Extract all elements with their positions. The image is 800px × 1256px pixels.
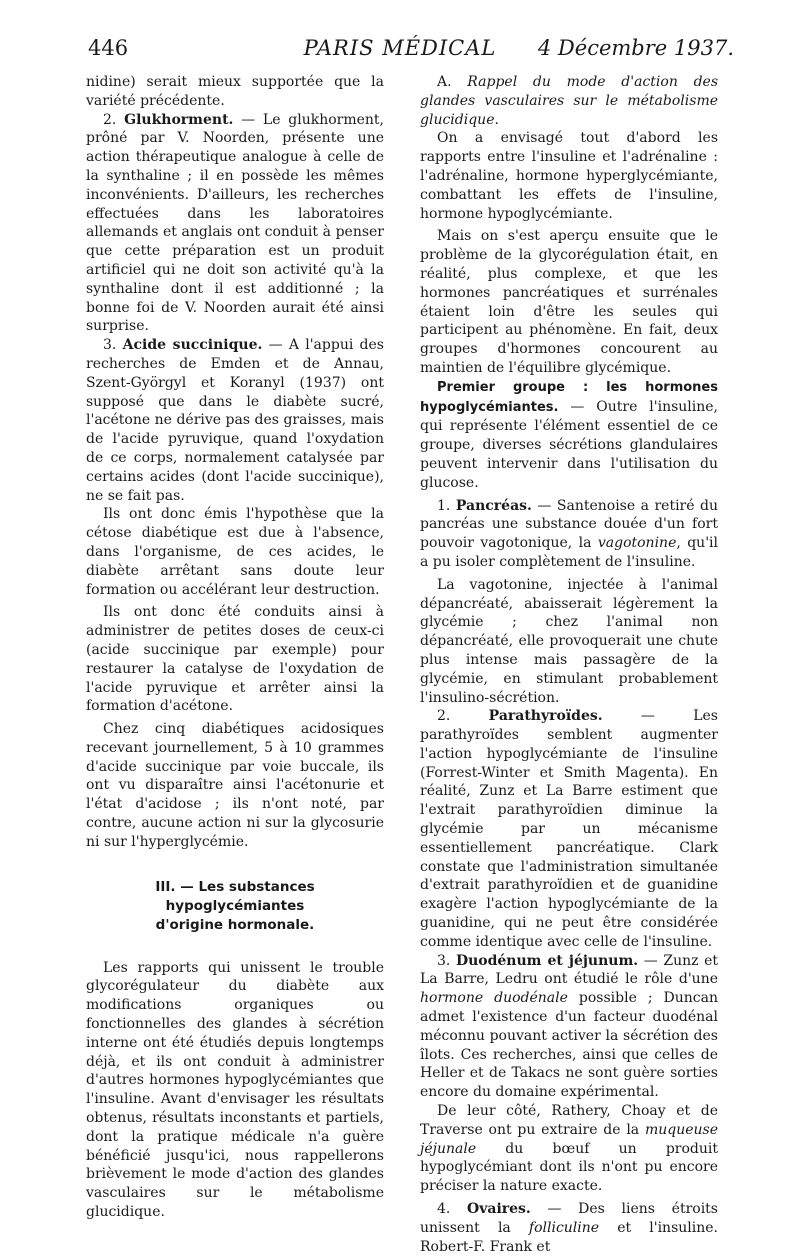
paragraph: nidine) serait mieux supportée que la variété précédente. (86, 74, 384, 109)
page-number: 446 (88, 36, 129, 60)
paragraph-pancreas: 1. Pancréas. — Santenoise a retiré du pancréas une substance douée d'un fort pouvoir vagotonique, la vagotonine, qu'il a pu isoler complètement de l'insuline. (420, 497, 718, 570)
term: Acide succinique. (122, 337, 263, 354)
term: Pancréas. (455, 497, 532, 514)
section-heading: III. — Les substances hypoglycémiantes d'origine hormonale. (155, 878, 315, 933)
paragraph-premier-groupe: Premier groupe : les hormones hypoglycémiantes. — Outre l'insuline, qui représente l'élément essentiel de ce groupe, diverses sécrétions glandulaires peuvent intervenir dans l'utilisation du glucose. (420, 379, 718, 491)
paragraph-parathyroides: 2. Parathyroïdes. — Les parathyroïdes semblent augmenter l'action hypoglycémiante de l'insuline (Forrest-Winter et Smith Magenta). En réalité, Zunz et La Barre estiment que l'extrait parathyroïdien diminue la glycémie par un mécanisme essentiellement pancréatique. Clark constate que l'administration simultanée d'extrait parathyroïdien et de guanidine exagère l'action hypoglycémiante de la guanidine, qui ne peut être considérée comme identique avec celle de l'insuline. (420, 708, 718, 950)
paragraph-glukhorment: 2. Glukhorment. — Le glukhorment, prôné par V. Noorden, présente une action thérapeutique analogue à celle de la synthaline ; il en possède les mêmes inconvénients. D'ailleurs, les recherches effectuées dans les laboratoires allemands et anglais ont conduit à penser que cette préparation est un produit artificiel qui ne doit son activité qu'à la synthaline dont il est additionné ; la bonne foi de V. Noorden aurait été ainsi surprise. (86, 111, 384, 335)
paragraph: Les rapports qui unissent le trouble glycorégulateur du diabète aux modifications organiques ou fonctionnelles des glandes à sécrétion interne ont été étudiés depuis longtemps déjà, et ils ont conduit à administrer d'autres hormones hypoglycémiantes que l'insuline. Avant d'envisager les résultats obtenus, résultats inconstants et partiels, dont la pratique médicale n'a guère bénéficié jusqu'ici, nous rappellerons brièvement le mode d'action des glandes vasculaires sur le métabolisme glucidique. (86, 959, 384, 1221)
subsection-title: A. Rappel du mode d'action des glandes vasculaires sur le métabolisme glucidique. (420, 74, 719, 128)
paragraph-acide-succinique: 3. Acide succinique. — A l'appui des recherches de Emden et de Annau, Szent-Györgyl et Koranyl (1937) ont supposé que dans le diabète sucré, l'acétone ne dérive pas des graisses, mais de l'acide pyruvique, quand l'oxydation de ce corps, normalement catalysée par certains acides (dont l'acide succinique), ne se fait pas. (86, 337, 384, 504)
right-column (420, 73, 718, 1256)
term: Duodénum et jéjunum. (455, 952, 639, 969)
paragraph: Mais on s'est aperçu ensuite que le problème de la glycorégulation était, en réalité, plus complexe, et que les hormones pancréatiques et surrénales étaient loin d'être les seules qui participent au phénomène. En fait, deux groupes d'hormones concourent au maintien de l'équilibre glycémique. (420, 228, 718, 376)
term: Glukhorment. (124, 111, 234, 128)
journal-title: PARIS MÉDICAL (303, 36, 497, 60)
paragraph: De leur côté, Rathery, Choay et de Traverse ont pu extraire de la muqueuse jéjunale du bœuf un produit hypoglycémiant dont ils n'ont pu encore préciser la nature exacte. (420, 1103, 718, 1195)
issue-date: 4 Décembre 1937. (537, 36, 734, 60)
paragraph: Chez cinq diabétiques acidosiques recevant journellement, 5 à 10 grammes d'acide succinique par voie buccale, ils ont vu disparaître ainsi l'acétonurie et l'état d'acidose ; ils n'ont noté, par contre, aucune action ni sur la glycosurie ni sur l'hyperglycémie. (86, 721, 384, 850)
paragraph-duodenum: 3. Duodénum et jéjunum. — Zunz et La Barre, Ledru ont étudié le rôle d'une hormone duodénale possible ; Duncan admet l'existence d'un facteur duodénal méconnu pouvant activer la sécrétion des îlots. Ces recherches, ainsi que celles de Heller et de Takacs ne sont guère sorties encore du domaine expérimental. (420, 952, 718, 1101)
term: Ovaires. (467, 1201, 531, 1218)
paragraph: On a envisagé tout d'abord les rapports entre l'insuline et l'adrénaline : l'adrénaline, hormone hyperglycémiante, combattant les effets de l'insuline, hormone hypoglycémiante. (420, 130, 718, 222)
paragraph: La vagotonine, injectée à l'animal dépancréaté, abaisserait légèrement la glycémie ; chez l'animal non dépancréaté, elle provoquerait une chute plus intense mais passagère de la glycémie, en stimulant probablement l'insulino-sécrétion. (420, 576, 718, 706)
paragraph: Ils ont donc été conduits ainsi à administrer de petites doses de ceux-ci (acide succinique par exemple) pour restaurer la catalyse de l'oxydation de l'acide pyruvique et arrêter ainsi la formation d'acétone. (86, 604, 384, 715)
left-column (86, 73, 384, 1222)
term: Parathyroïdes. (488, 708, 603, 725)
paragraph: Ils ont donc émis l'hypothèse que la cétose diabétique est due à l'absence, dans l'organisme, de ces acides, le diabète arrêtant sans doute leur formation ou accélérant leur destruction. (86, 506, 384, 598)
paragraph-ovaires: 4. Ovaires. — Des liens étroits unissent la folliculine et l'insuline. Robert-F. Frank et (420, 1201, 718, 1255)
term: Premier groupe : les hormones hypoglycémiantes. (420, 379, 718, 415)
page-header (0, 36, 800, 72)
